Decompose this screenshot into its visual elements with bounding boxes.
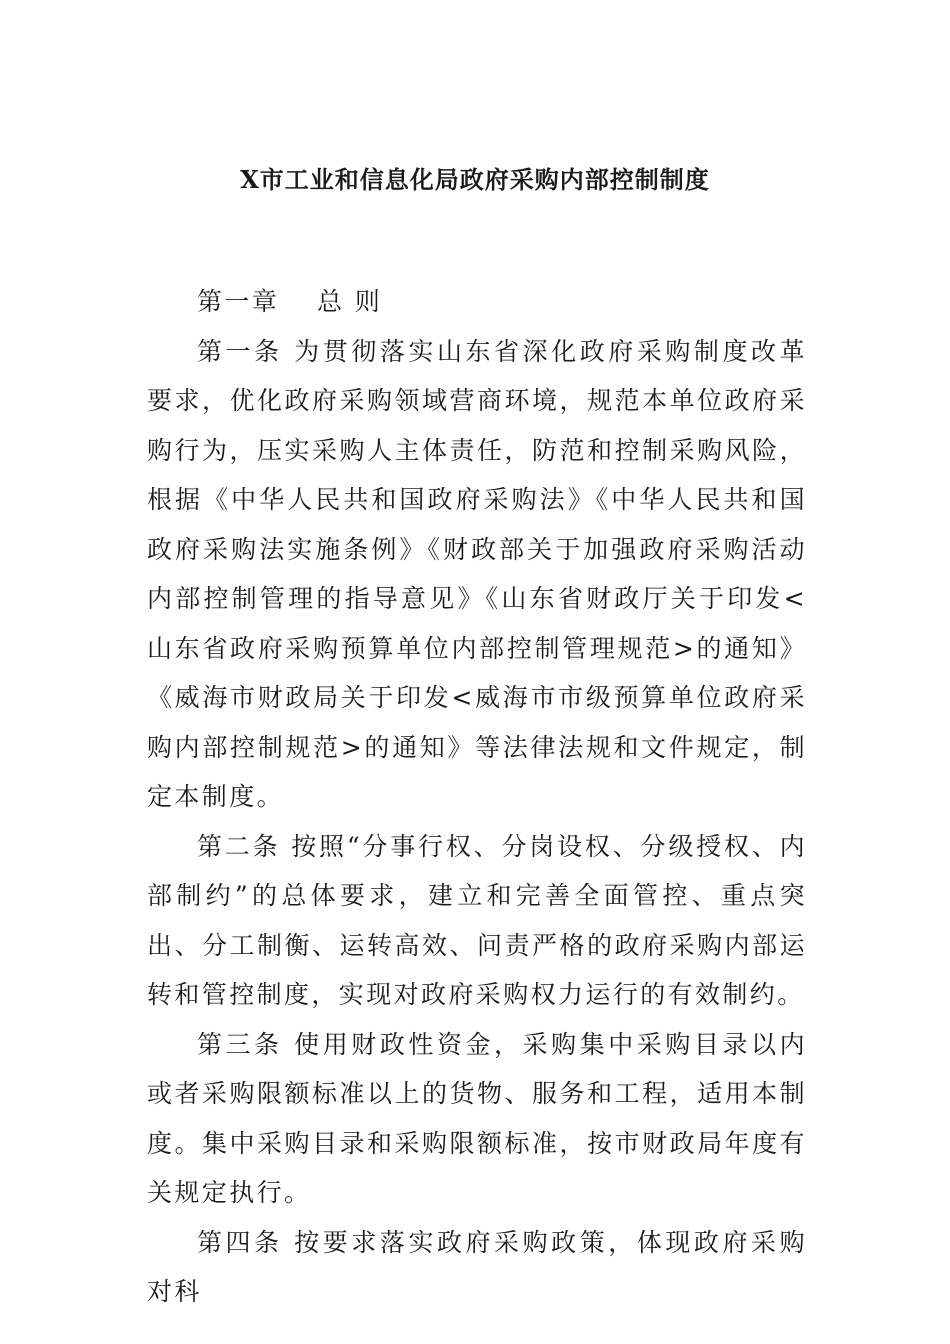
article-3: 第三条 使用财政性资金，采购集中采购目录以内或者采购限额标准以上的货物、服务和工程，适用本制度。集中采购目录和采购限额标准，按市财政局年度有关规定执行。 — [147, 1029, 807, 1207]
document-body — [147, 277, 807, 1317]
article-1: 第一条 为贯彻落实山东省深化政府采购制度改革要求，优化政府采购领域营商环境，规范本单位政府采购行为，压实采购人主体责任，防范和控制采购风险，根据《中华人民共和国政府采购法》《中华人民共和国政府采购法实施条例》《财政部关于加强政府采购活动内部控制管理的指导意见》《山东省财政厅关于印发<山东省政府采购预算单位内部控制管理规范>的通知》《威海市财政局关于印发<威海市市级预算单位政府采购内部控制规范>的通知》等法律法规和文件规定，制定本制度。 — [147, 336, 807, 811]
document-title: X市工业和信息化局政府采购内部控制制度 — [240, 165, 710, 194]
article-2: 第二条 按照“分事行权、分岗设权、分级授权、内部制约”的总体要求，建立和完善全面管控、重点突出、分工制衡、运转高效、问责严格的政府采购内部运转和管控制度，实现对政府采购权力运行的有效制约。 — [147, 831, 807, 1009]
chapter-heading: 第一章 总 则 — [197, 287, 383, 316]
article-4: 第四条 按要求落实政府采购政策，体现政府采购对科 — [147, 1227, 807, 1306]
